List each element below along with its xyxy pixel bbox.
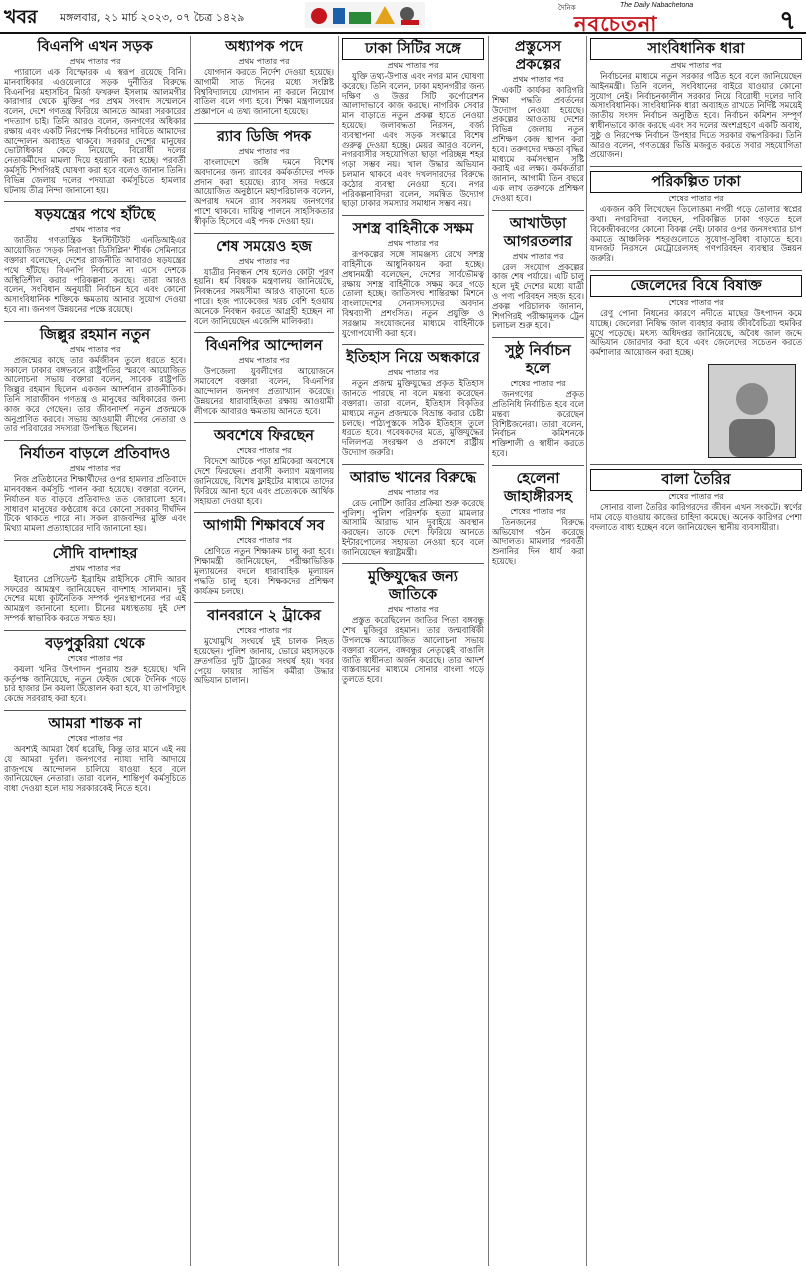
column-divider [488, 36, 489, 1266]
article-body: যুক্তি তথ্য-উপাত্ত এবং নগর মান ঘোষণা করেছে। তিনি বলেন, ঢাকা মহানগরীর জন্য দক্ষিণ ও উত্তর সিটি কর্পোরেশন আলাদাভাবে কাজ করছে। নাগরিক সেবার মান বাড়াতে নতুন প্রকল্প হাতে নেওয়া হয়েছে। জলাবদ্ধতা নিরসন, বর্জ্য ব্যবস্থাপনা এবং সড়ক সংস্কারে বিশেষ গুরুত্ব দেওয়া হচ্ছে। মেয়র আরও বলেন, নগরবাসীর সহযোগিতা ছাড়া পরিচ্ছন্ন শহর গড়া সম্ভব নয়। খাল উদ্ধার অভিযান চলমান থাকবে এবং দখলদারদের বিরুদ্ধে কঠোর ব্যবস্থা নেওয়া হবে। নগর পরিকল্পনাবিদরা বলেন, সমন্বিত উদ্যোগ ছাড়া ঢাকার সমস্যার সমাধান সম্ভব নয়। [342, 71, 484, 209]
article [194, 517, 334, 596]
article-headline[interactable]: সাংবিধানিক ধারা [590, 38, 802, 60]
article [4, 38, 186, 195]
article-body: বাংলাদেশে জঙ্গি দমনে বিশেষ অবদানের জন্য র‍্যাবের কর্মকর্তাদের পদক প্রদান করা হয়েছে। র‍্যাব সদর দপ্তরে আয়োজিত অনুষ্ঠানে মহাপরিচালক বলেন, অপরাধ দমনে র‍্যাব সবসময় জনগণের পাশে থাকবে। দায়িত্ব পালনে সাহসিকতার স্বীকৃতি হিসেবে এই পদক দেওয়া হয়। [194, 156, 334, 226]
article [342, 349, 484, 457]
continued-label: শেষের পাতার পর [668, 297, 724, 307]
article [194, 607, 334, 686]
continued-label: শেষের পাতার পর [236, 626, 292, 636]
article-headline[interactable]: আরাভ খানের বিরুদ্ধে [350, 468, 476, 486]
continued-label: প্রথম পাতার পর [387, 61, 439, 70]
article-body: জাতীয় গণতান্ত্রিক ইনস্টিটিউট এনডিআইএর আয়োজিত 'সড়ক নিরাপত্তা ডিসিপ্লিন' শীর্ষক সেমিনারে বক্তারা বলেছেন, দেশের রাজনীতি আবারও ষড়যন্ত্রের পথে হাঁটছে। বিএনপি নির্বাচনে না এসে দেশকে অস্থিতিশীল করার পরিকল্পনা করছে। তারা আরও বলেন, সংবিধান অনুযায়ী নির্বাচন হবে এবং কোনো অসাংবিধানিক শক্তিকে ক্ষমতায় আনার সুযোগ দেওয়া হবে না। জনগণ উন্নয়নের পক্ষে রয়েছে। [4, 235, 186, 314]
continued-label: প্রথম পাতার পর [69, 57, 121, 66]
article-headline[interactable]: অবশেষে ফিরছেন [214, 427, 314, 445]
article [4, 545, 186, 624]
article-body: অবশ্যই আমরা ধৈর্য ধরেছি, কিন্তু তার মানে এই নয় যে আমরা দুর্বল। জনগণের ন্যায্য দাবি আদায়ে রাজপথে আন্দোলন চালিয়ে যাওয়া হবে বলে জানিয়েছেন নেতারা। তারা বলেন, শান্তিপূর্ণ কর্মসূচিতে বাধা দেওয়া হলে দায় সরকারকেই নিতে হবে। [4, 744, 186, 794]
article-headline[interactable]: বড়পুকুরিয়া থেকে [45, 634, 145, 652]
continued-label: প্রথম পাতার পর [512, 251, 564, 261]
article [4, 715, 186, 794]
article-body: প্যারালে এক বিস্ফোরক এ স্বরূপ রয়েছে বিনি। মানবাধিকার এওয়েলারে সড়ক দুর্নীতির বিরুদ্ধে বিএনপির মহাসচিব মির্জা ফখরুল ইসলাম আলমগীর কারাগার থেকে মুক্তির পর প্রথম সংবাদ সম্মেলনে বলেন, দেশে গণতন্ত্র ফিরিয়ে আনতে আমরা সরকারের পদত্যাগ চাই। তিনি আরও বলেন, জনগণের অধিকার রক্ষায় এবং একটি নিরপেক্ষ নির্বাচনের দাবিতে আমাদের আন্দোলন অব্যাহত থাকবে। সরকার দেশের মানুষের ভোটাধিকার কেড়ে নিয়েছে, বিরোধী দলের নেতাকর্মীদের মামলা দিয়ে হয়রানি করা হচ্ছে। পরবর্তী কর্মসূচি শিগগিরই ঘোষণা করা হবে বলেও জানান তিনি। বিভিন্ন জেলায় দলের পদযাত্রা কর্মসূচিতে হামলার ঘটনায় তীব্র নিন্দা জানানো হয়। [4, 67, 186, 195]
article-body: রেল সংযোগ প্রকল্পের কাজ শেষ পর্যায়ে। এটি চালু হলে দুই দেশের মধ্যে যাত্রী ও পণ্য পরিবহন সহজ হবে। প্রকল্প পরিচালক জানান, শিগগিরই পরীক্ষামূলক ট্রেন চলাচল শুরু হবে। [492, 261, 584, 331]
logo-name: নবচেতনা [574, 11, 658, 36]
continued-label: প্রথম পাতার পর [238, 356, 290, 366]
article-headline[interactable]: আখাউড়া আগরতলার [503, 214, 573, 250]
header-illustration [305, 2, 425, 28]
column-5 [590, 36, 802, 1268]
news-photo [708, 364, 796, 458]
column-divider [338, 36, 339, 1266]
article-body: একটি কার্যকর কারিগরি শিক্ষা পদ্ধতি প্রবর্তনের উদ্যোগ নেওয়া হয়েছে। প্রকল্পের আওতায় দেশের বিভিন্ন জেলায় নতুন প্রশিক্ষণ কেন্দ্র স্থাপন করা হবে। তরুণদের দক্ষতা বৃদ্ধির মাধ্যমে কর্মসংস্থান সৃষ্টি করাই এর লক্ষ্য। কর্মকর্তারা জানান, আগামী তিন বছরে এক লাখ তরুণকে প্রশিক্ষণ দেওয়া হবে। [492, 85, 584, 203]
article-headline[interactable]: প্রস্তুসেস প্রকল্পের [514, 38, 562, 73]
continued-label: শেষের পাতার পর [236, 536, 292, 546]
article-body: ইরানের প্রেসিডেন্ট ইব্রাহিম রাইসিকে সৌদি আরব সফরের আমন্ত্রণ জানিয়েছেন বাদশাহ সালমান। দুই দেশের মধ্যে কূটনৈতিক সম্পর্ক পুনঃস্থাপনের পর এই আমন্ত্রণ জানানো হলো। চীনের মধ্যস্থতায় দুই দেশ সম্পর্ক স্বাভাবিক করতে সম্মত হয়। [4, 573, 186, 624]
continued-label: প্রথম পাতার পর [387, 487, 439, 497]
continued-label: শেষের পাতার পর [510, 379, 566, 389]
article [4, 326, 186, 434]
article-body: প্রস্তুত করেছিলেন জাতির পিতা বঙ্গবন্ধু শেখ মুজিবুর রহমান। তার জন্মবার্ষিকী উপলক্ষে আয়োজিত আলোচনা সভায় বক্তারা বলেন, বঙ্গবন্ধুর নেতৃত্বেই বাঙালি জাতি স্বাধীনতা অর্জন করেছে। তার আদর্শ বাস্তবায়নের মাধ্যমে সোনার বাংলা গড়ে তুলতে হবে। [342, 615, 484, 685]
article-body: তিনজনের বিরুদ্ধে অভিযোগ গঠন করেছে আদালত। মামলার পরবর্তী শুনানির দিন ধার্য করা হয়েছে। [492, 516, 584, 566]
article-headline[interactable]: হেলেনা জাহাঙ্গীরসহ [504, 469, 572, 505]
article-headline[interactable]: আগামী শিক্ষাবর্ষে সব [203, 517, 325, 535]
article-headline[interactable]: ঢাকা সিটির সঙ্গে [342, 38, 484, 60]
article-body: রূপকল্পের সঙ্গে সামঞ্জস্য রেখে সশস্ত্র বাহিনীকে আধুনিকায়ন করা হচ্ছে। প্রধানমন্ত্রী বলেছেন, দেশের সার্বভৌমত্ব রক্ষায় সশস্ত্র বাহিনীকে সক্ষম করে গড়ে তোলা হচ্ছে। জাতিসংঘ শান্তিরক্ষা মিশনে বাংলাদেশের সেনাসদস্যদের অবদান বিশ্বব্যাপী প্রশংসিত। নতুন প্রযুক্তি ও সরঞ্জাম সংযোজনের মাধ্যমে বাহিনীকে যুগোপযোগী করা হবে। [342, 249, 484, 338]
article [4, 206, 186, 314]
article-headline[interactable]: সুষ্ঠু নির্বাচন হলে [505, 342, 571, 378]
article-body: সোনার বালা তৈরির কারিগরদের জীবন এখন সংকটে। স্বর্ণের দাম বেড়ে যাওয়ায় কাজের চাহিদা কমেছে। অনেক কারিগর পেশা বদলাতে বাধ্য হচ্ছেন বলে জানিয়েছেন স্থানীয় ব্যবসায়ীরা। [590, 501, 802, 532]
article [342, 568, 484, 685]
article-headline[interactable]: বিএনপির আন্দোলন [205, 337, 323, 355]
article-body: শ্রেণিতে নতুন শিক্ষাক্রম চালু করা হবে। শিক্ষামন্ত্রী জানিয়েছেন, পরীক্ষাভিত্তিক মূল্যায়নের বদলে ধারাবাহিক মূল্যায়ন পদ্ধতি চালু হবে। শিক্ষকদের প্রশিক্ষণ কার্যক্রম চলছে। [194, 546, 334, 596]
page-header [0, 0, 806, 34]
logo-english: The Daily Nabachetona [620, 2, 694, 9]
article [590, 275, 802, 358]
continued-label: প্রথম পাতার পর [670, 61, 722, 70]
article-headline[interactable]: সশস্ত্র বাহিনীকে সক্ষম [352, 220, 474, 238]
continued-label: প্রথম পাতার পর [387, 368, 439, 378]
article [492, 215, 584, 332]
column-2 [194, 36, 334, 1268]
continued-label: প্রথম পাতার পর [512, 75, 564, 84]
continued-label: প্রথম পাতার পর [238, 146, 290, 156]
article-body: রেণু পোনা নিধনের কারণে নদীতে মাছের উৎপাদন কমে যাচ্ছে। জেলেরা নিষিদ্ধ জাল ব্যবহার করায় জীববৈচিত্র্য হুমকির মুখে পড়েছে। মৎস্য অধিদপ্তর জানিয়েছে, অবৈধ জাল জব্দে অভিযান জোরদার করা হবে এবং জেলেদের সচেতন করতে কর্মশালার আয়োজন করা হচ্ছে। [590, 307, 802, 358]
continued-label: শেষের পাতার পর [236, 446, 292, 456]
article-headline[interactable]: সৌদি বাদশাহর [52, 544, 138, 562]
article-body: নিজ প্রতিষ্ঠানের শিক্ষার্থীদের ওপর হামলার প্রতিবাদে মানববন্ধন কর্মসূচি পালন করা হয়েছে। বক্তারা বলেন, নির্যাতন যত বাড়বে প্রতিবাদও তত জোরালো হবে। সাধারণ মানুষের কণ্ঠরোধ করে কোনো সরকার দীর্ঘদিন টিকে থাকতে পারে না। সকল রাজবন্দির মুক্তি এবং মিথ্যা মামলা প্রত্যাহারের দাবি জানানো হয়। [4, 474, 186, 534]
article-headline[interactable]: জিল্লুর রহমান নতুন [39, 325, 151, 343]
continued-label: শেষের পাতার পর [67, 653, 123, 663]
column-divider [586, 36, 587, 1266]
article [590, 171, 802, 264]
article-headline[interactable]: জেলেদের বিষে বিষাক্ত [590, 275, 802, 297]
article-body: যোগদান করতে নির্দেশ দেওয়া হয়েছে। আগামী সাত দিনের মধ্যে সংশ্লিষ্ট বিশ্ববিদ্যালয়ে যোগদান না করলে নিয়োগ বাতিল বলে গণ্য হবে। শিক্ষা মন্ত্রণালয়ের প্রজ্ঞাপনে এ তথ্য জানানো হয়েছে। [194, 67, 334, 117]
article-body: কয়লা খনির উৎপাদন পুনরায় শুরু হয়েছে। খনি কর্তৃপক্ষ জানিয়েছে, নতুন ফেইজ থেকে দৈনিক গড়ে চার হাজার টন কয়লা উত্তোলন করা হবে, যা তাপবিদ্যুৎ কেন্দ্রে সরবরাহ করা হবে। [4, 663, 186, 704]
article-body: নতুন প্রজন্ম মুক্তিযুদ্ধের প্রকৃত ইতিহাস জানতে পারছে না বলে মন্তব্য করেছেন বক্তারা। তারা বলেন, ইতিহাস বিকৃতির মাধ্যমে নতুন প্রজন্মকে বিভ্রান্ত করার চেষ্টা চলছে। পাঠ্যপুস্তকে সঠিক ইতিহাস তুলে ধরতে হবে। গবেষকদের মতে, মুক্তিযুদ্ধের দলিলপত্র সংরক্ষণ ও প্রকাশে রাষ্ট্রীয় উদ্যোগ জরুরি। [342, 378, 484, 457]
column-3 [342, 36, 484, 1268]
article-headline[interactable]: বালা তৈরির [590, 469, 802, 491]
continued-label: প্রথম পাতার পর [387, 239, 439, 249]
article-body: উপজেলা যুবলীগের আয়োজনে সমাবেশে বক্তারা বলেন, বিএনপির আন্দোলন জনগণ প্রত্যাখ্যান করেছে। উন্নয়নের ধারাবাহিকতা রক্ষায় আওয়ামী লীগকে আবারও ক্ষমতায় আনতে হবে। [194, 366, 334, 416]
continued-label: শেষের পাতার পর [67, 734, 123, 744]
article-headline[interactable]: শেষ সময়েও হজ [216, 237, 312, 255]
continued-label: শেষের পাতার পর [510, 506, 566, 516]
article-headline[interactable]: নির্যাতন বাড়লে প্রতিবাদও [19, 445, 171, 463]
article-body: জনগণের প্রকৃত প্রতিনিধি নির্বাচিত হবে বলে মন্তব্য করেছেন বিশিষ্টজনেরা। তারা বলেন, নির্বাচন কমিশনকে শক্তিশালী ও স্বাধীন করতে হবে। [492, 389, 584, 458]
article-body: একজন কবি লিখেছেন তিলোত্তমা নগরী গড়ে তোলার স্বপ্নের কথা। নগরবিদরা বলছেন, পরিকল্পিত ঢাকা গড়তে হলে বিকেন্দ্রীকরণের কোনো বিকল্প নেই। ঢাকার ওপর জনসংখ্যার চাপ কমাতে আঞ্চলিক শহরগুলোতে সুযোগ-সুবিধা বাড়াতে হবে। যানজট নিরসনে মেট্রোরেলসহ গণপরিবহন ব্যবস্থার উন্নয়ন জরুরি। [590, 204, 802, 264]
column-1 [4, 36, 186, 1268]
continued-label: প্রথম পাতার পর [238, 256, 290, 266]
article-body: রেড নোটিশ জারির প্রক্রিয়া শুরু করেছে পুলিশ। পুলিশ পরিদর্শক হত্যা মামলার আসামি আরাভ খান দুবাইয়ে অবস্থান করছেন। তাকে দেশে ফিরিয়ে আনতে ইন্টারপোলের সহায়তা নেওয়া হবে বলে জানিয়েছেন স্বরাষ্ট্রমন্ত্রী। [342, 497, 484, 557]
article [590, 469, 802, 532]
article-headline[interactable]: ইতিহাস নিয়ে অন্ধকারে [346, 349, 480, 367]
article-headline[interactable]: পরিকল্পিত ঢাকা [590, 171, 802, 193]
article-body: যাত্রীর নিবন্ধন শেষ হলেও কোটা পূরণ হয়নি। ধর্ম বিষয়ক মন্ত্রণালয় জানিয়েছে, নিবন্ধনের সময়সীমা আরও বাড়ানো হতে পারে। হজ প্যাকেজের খরচ বেশি হওয়ায় অনেকে নিবন্ধন করতে আগ্রহী হচ্ছেন না বলে জানিয়েছেন এজেন্সি মালিকরা। [194, 266, 334, 326]
logo-prefix: দৈনিক [558, 5, 576, 12]
continued-label: প্রথম পাতার পর [387, 605, 439, 615]
article [194, 427, 334, 506]
continued-label: প্রথম পাতার পর [69, 344, 121, 354]
article-headline[interactable]: ষড়যন্ত্রের পথে হাঁটছে [34, 206, 156, 224]
article-headline[interactable]: মুক্তিযুদ্ধের জন্য জাতিকে [368, 568, 458, 604]
column-divider [190, 36, 191, 1266]
article-headline[interactable]: র‍্যাব ডিজি পদক [216, 127, 312, 145]
page-number: ৭ [779, 6, 796, 36]
article-headline[interactable]: আমরা শান্তক না [48, 715, 142, 733]
newspaper-logo [528, 2, 698, 36]
article [342, 220, 484, 338]
article [194, 337, 334, 416]
article [492, 470, 584, 567]
article [4, 445, 186, 534]
continued-label: প্রথম পাতার পর [69, 464, 121, 474]
continued-label: প্রথম পাতার পর [238, 57, 290, 66]
article-body: প্রজন্মের কাছে তার কর্মজীবন তুলে ধরতে হবে। সকালে ঢাকার বঙ্গভবনে রাষ্ট্রপতির স্মরণে আয়োজিত আলোচনা সভায় বক্তারা বলেন, সাবেক রাষ্ট্রপতি জিল্লুর রহমান ছিলেন একজন আদর্শবান রাজনীতিক। তিনি সারাজীবন গণতন্ত্র ও মানুষের অধিকারের জন্য কাজ করে গেছেন। তার জীবনাদর্শ নতুন প্রজন্মকে অনুপ্রাণিত করবে। সভায় আওয়ামী লীগের নেতারা ও তার পরিবারের সদস্যরা উপস্থিত ছিলেন। [4, 354, 186, 434]
article [194, 128, 334, 227]
article [194, 38, 334, 117]
article-headline[interactable]: বিএনপি এখন সড়ক [37, 38, 153, 55]
continued-label: শেষের পাতার পর [668, 491, 724, 501]
article-body: বিদেশে আটকে পড়া শ্রমিকেরা অবশেষে দেশে ফিরছেন। প্রবাসী কল্যাণ মন্ত্রণালয় জানিয়েছে, বিশেষ ফ্লাইটের মাধ্যমে তাদের ফিরিয়ে আনা হবে এবং প্রত্যেককে আর্থিক সহায়তা দেওয়া হবে। [194, 456, 334, 506]
article [492, 38, 584, 204]
article [4, 635, 186, 704]
continued-label: শেষের পাতার পর [668, 194, 724, 204]
article [342, 38, 484, 209]
article [590, 38, 802, 160]
continued-label: প্রথম পাতার পর [69, 225, 121, 235]
article-headline[interactable]: অধ্যাপক পদে [225, 38, 303, 55]
continued-label: প্রথম পাতার পর [69, 563, 121, 573]
article [342, 469, 484, 558]
issue-date: মঙ্গলবার, ২১ মার্চ ২০২৩, ০৭ চৈত্র ১৪২৯ [60, 11, 245, 24]
column-4 [492, 36, 584, 1268]
section-name: খবর [4, 6, 38, 28]
article-headline[interactable]: বানবরানে ২ ট্রাকের [207, 607, 321, 625]
article-body: মুখোমুখি সংঘর্ষে দুই চালক নিহত হয়েছেন। পুলিশ জানায়, ভোরে মহাসড়কে দ্রুতগতির দুটি ট্রাকের সংঘর্ষ হয়। খবর পেয়ে ফায়ার সার্ভিস কর্মীরা উদ্ধার অভিযান চালান। [194, 636, 334, 686]
article [492, 342, 584, 459]
article [194, 238, 334, 327]
article-body: নির্বাচনের মাধ্যমে নতুন সরকার গঠিত হবে বলে জানিয়েছেন আইনমন্ত্রী। তিনি বলেন, সংবিধানের বাইরে যাওয়ার কোনো সুযোগ নেই। নির্বাচনকালীন সরকার নিয়ে বিরোধী দলের দাবি অসাংবিধানিক। সাংবিধানিক ধারা অব্যাহত রাখতে নির্দিষ্ট সময়েই জাতীয় সংসদ নির্বাচন অনুষ্ঠিত হবে। নির্বাচন কমিশন সম্পূর্ণ স্বাধীনভাবে কাজ করছে এবং সব দলের অংশগ্রহণে একটি অবাধ, সুষ্ঠু ও নিরপেক্ষ নির্বাচন উপহার দিতে সরকার বদ্ধপরিকর। তিনি আরও বলেন, গণতন্ত্রের ভিত্তি মজবুত করতে সবার সহযোগিতা প্রয়োজন। [590, 71, 802, 160]
